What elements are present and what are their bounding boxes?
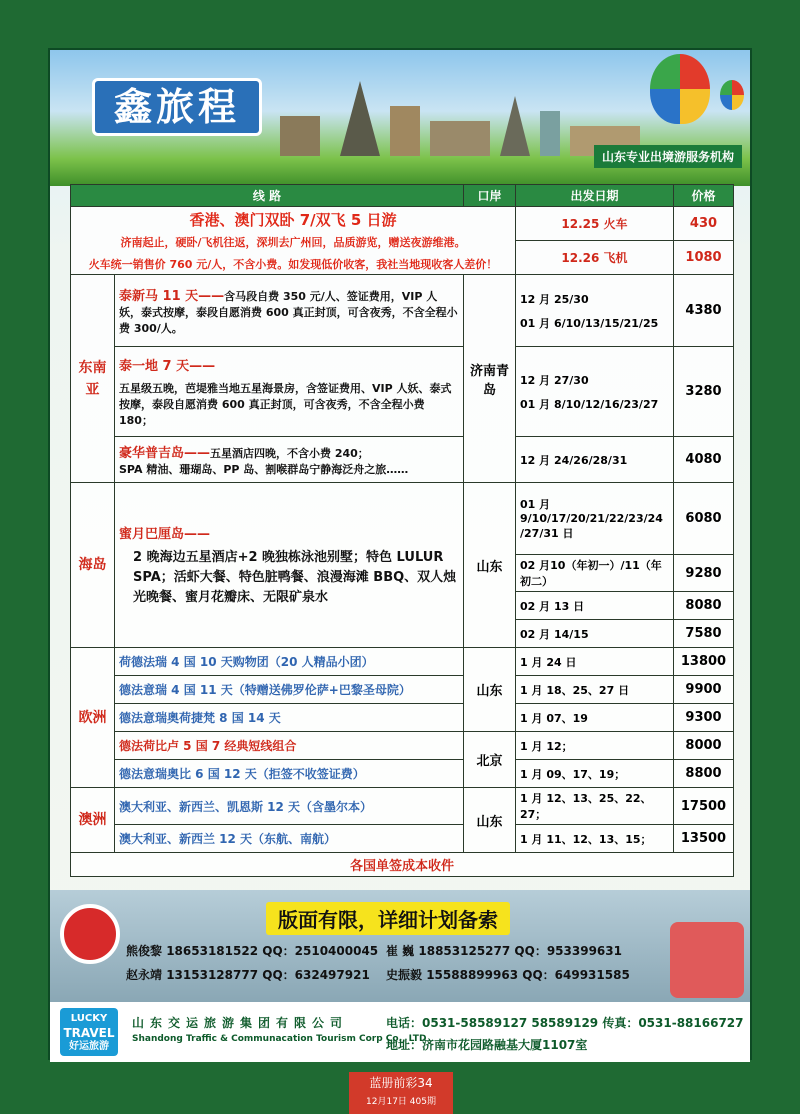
limited-space-banner: 版面有限，详细计划备索 (266, 902, 510, 935)
logo-text-top: LUCKY (70, 1013, 108, 1024)
logo-text-mid: TRAVEL (63, 1026, 115, 1040)
island-title: 蜜月巴厘岛—— (119, 526, 211, 542)
sea-item-2 (115, 347, 464, 437)
island-price-4: 7580 (674, 620, 734, 648)
europe-date-5: 1 月 09、17、19； (516, 760, 674, 788)
table-row (71, 207, 734, 241)
header-banner (50, 50, 750, 186)
europe-port-1: 山东 (464, 648, 516, 732)
contact-qq: QQ：2510400045 (262, 944, 379, 958)
table-row (71, 825, 734, 853)
page-tag (349, 1072, 453, 1114)
aus-date-1: 1 月 12、13、25、22、27； (516, 788, 674, 825)
island-price-3: 8080 (674, 592, 734, 620)
sea-item-2-date1: 12 月 27/30 (520, 373, 589, 387)
region-europe: 欧洲 (71, 648, 115, 788)
aus-price-1: 17500 (674, 788, 734, 825)
europe-route-3: 德法意瑞奥荷捷梵 8 国 14 天 (115, 704, 464, 732)
europe-route-4: 德法荷比卢 5 国 7 经典短线组合 (115, 732, 464, 760)
header-route: 线 路 (71, 185, 464, 207)
table-header (71, 185, 734, 207)
hk-price-1: 430 (674, 207, 734, 241)
header-date: 出发日期 (516, 185, 674, 207)
aus-price-2: 13500 (674, 825, 734, 853)
company-name-cn: 山东交运旅游集团有限公司 (132, 1016, 349, 1030)
contact-phone: 18653181522 (166, 944, 259, 958)
contact-item (126, 966, 386, 990)
mickey-minnie-image (670, 922, 744, 998)
table-row (71, 676, 734, 704)
company-address: 地址：济南市花园路融基大厦1107室 (386, 1038, 588, 1052)
contact-row (126, 966, 646, 990)
header-port: 口岸 (464, 185, 516, 207)
contact-name: 崔 巍 (386, 944, 415, 958)
island-price-2: 9280 (674, 555, 734, 592)
island-desc: 2 晚海边五星酒店+2 晚独栋泳池别墅；特色 LULUR SPA；活虾大餐、特色脏鸭餐、浪漫海滩 BBQ、双人烛光晚餐、蜜月花瓣床、无限矿泉水 (133, 549, 457, 605)
logo-text-bottom: 好运旅游 (69, 1041, 109, 1052)
contact-item (386, 966, 646, 990)
sea-item-1-title: 泰新马 11 天—— (119, 289, 225, 304)
europe-price-2: 9900 (674, 676, 734, 704)
europe-route-1: 荷德法瑞 4 国 10 天购物团（20 人精品小团） (115, 648, 464, 676)
poster-sheet (48, 48, 752, 1060)
contact-item (386, 942, 646, 966)
contact-qq: QQ：649931585 (522, 968, 630, 982)
island-date-2: 02 月10（年初一）/11（年初二） (516, 555, 674, 592)
contact-phone: 15588899963 (426, 968, 519, 982)
sea-item-3-desc1: 五星酒店四晚，不含小费 240； (210, 447, 369, 460)
hk-cell (71, 207, 516, 275)
contact-name: 熊俊黎 (126, 944, 163, 958)
hk-price-2: 1080 (674, 241, 734, 275)
hk-sub1: 济南起止，硬卧/飞机往返，深圳去广州回，品质游览，赠送夜游维港。 (120, 236, 466, 249)
table-footer-note: 各国单签成本收件 (71, 853, 734, 877)
contact-list (126, 942, 646, 990)
europe-date-3: 1 月 07、19 (516, 704, 674, 732)
sea-item-2-title: 泰一地 7 天—— (119, 359, 216, 374)
europe-date-1: 1 月 24 日 (516, 648, 674, 676)
sea-item-3-price: 4080 (674, 437, 734, 483)
sea-item-1-date2: 01 月 6/10/13/15/21/25 (520, 316, 659, 330)
aus-route-1: 澳大利亚、新西兰、凯恩斯 12 天（含墨尔本） (115, 788, 464, 825)
page-tag-main: 蓝册前彩34 (369, 1076, 433, 1090)
contact-item (126, 942, 386, 966)
island-cell (115, 483, 464, 648)
hot-air-balloon-image (650, 54, 710, 124)
sea-port: 济南青岛 (464, 275, 516, 483)
europe-price-3: 9300 (674, 704, 734, 732)
sea-item-3 (115, 437, 464, 483)
sea-item-1 (115, 275, 464, 347)
sea-item-1-dates (516, 275, 674, 347)
island-port: 山东 (464, 483, 516, 648)
tour-table (70, 184, 734, 877)
aus-port: 山东 (464, 788, 516, 853)
lucky-travel-logo (60, 1008, 118, 1056)
europe-date-2: 1 月 18、25、27 日 (516, 676, 674, 704)
tagline: 山东专业出境游服务机构 (594, 145, 742, 168)
sea-item-2-dates (516, 347, 674, 437)
hk-date-1: 12.25 火车 (516, 207, 674, 241)
region-southeast-asia: 东南亚 (71, 275, 115, 483)
sea-item-3-date: 12 月 24/26/28/31 (516, 437, 674, 483)
telephone-icon (60, 904, 120, 964)
contact-name: 赵永靖 (126, 968, 163, 982)
hk-title: 香港、澳门双卧 7/双飞 5 日游 (189, 211, 397, 229)
brand-logo: 鑫旅程 (92, 78, 262, 136)
table-row (71, 732, 734, 760)
europe-port-2: 北京 (464, 732, 516, 788)
aus-date-2: 1 月 11、12、13、15； (516, 825, 674, 853)
europe-route-2: 德法意瑞 4 国 11 天（特赠送佛罗伦萨+巴黎圣母院） (115, 676, 464, 704)
hk-date-2: 12.26 飞机 (516, 241, 674, 275)
hk-sub2: 火车统一销售价 760 元/人，不含小费。如发现低价收客，我社当地现收客人差价！ (88, 258, 498, 271)
sea-item-1-desc: 含马段自费 350 元/人、签证费用，VIP 人妖，泰式按摩，泰段自愿消费 600 真正封顶，可含夜秀，不含全程小费 300/人。 (119, 290, 458, 335)
table-row (71, 760, 734, 788)
island-date-1: 01 月 9/10/17/20/21/22/23/24 /27/31 日 (516, 483, 674, 555)
contact-qq: QQ：953399631 (514, 944, 622, 958)
island-date-4: 02 月 14/15 (516, 620, 674, 648)
contact-row (126, 942, 646, 966)
header-price: 价格 (674, 185, 734, 207)
table-row (71, 437, 734, 483)
company-name-en: Shandong Traffic & Communacation Tourism Corp Co., LTD (132, 1034, 427, 1044)
contact-qq: QQ：632497921 (262, 968, 370, 982)
table-row (71, 275, 734, 347)
island-date-3: 02 月 13 日 (516, 592, 674, 620)
sea-item-1-price: 4380 (674, 275, 734, 347)
table-row (71, 483, 734, 555)
sea-item-2-price: 3280 (674, 347, 734, 437)
sea-item-2-desc: 五星级五晚，芭堤雅当地五星海景房，含签证费用、VIP 人妖、泰式按摩，泰段自愿消费 600 真正封顶，可含夜秀，不含全程小费 180； (119, 382, 452, 427)
region-australia: 澳洲 (71, 788, 115, 853)
europe-route-5: 德法意瑞奥比 6 国 12 天（拒签不收签证费） (115, 760, 464, 788)
table-row (71, 853, 734, 877)
landmarks-skyline-image (270, 76, 650, 156)
contact-name: 史振毅 (386, 968, 423, 982)
table-row (71, 648, 734, 676)
region-island: 海岛 (71, 483, 115, 648)
hot-air-balloon-small-image (720, 80, 744, 110)
sea-item-2-date2: 01 月 8/10/12/16/23/27 (520, 397, 659, 411)
europe-price-5: 8800 (674, 760, 734, 788)
table-row (71, 788, 734, 825)
table-row (71, 347, 734, 437)
company-tel: 电话：0531-58589127 58589129 传真：0531-88166727 (386, 1016, 744, 1030)
sea-item-3-desc2: SPA 精油、珊瑚岛、PP 岛、割喉群岛宁静海泛舟之旅…… (119, 463, 409, 476)
contact-phone: 13153128777 (166, 968, 259, 982)
europe-price-1: 13800 (674, 648, 734, 676)
company-footer (50, 1002, 750, 1062)
europe-date-4: 1 月 12； (516, 732, 674, 760)
sea-item-3-title: 豪华普吉岛—— (119, 446, 211, 461)
contact-phone: 18853125277 (418, 944, 511, 958)
island-price-1: 6080 (674, 483, 734, 555)
table-row (71, 704, 734, 732)
aus-route-2: 澳大利亚、新西兰 12 天（东航、南航） (115, 825, 464, 853)
sea-item-1-date1: 12 月 25/30 (520, 292, 589, 306)
page-tag-sub: 12月17日 405期 (366, 1097, 436, 1107)
europe-price-4: 8000 (674, 732, 734, 760)
